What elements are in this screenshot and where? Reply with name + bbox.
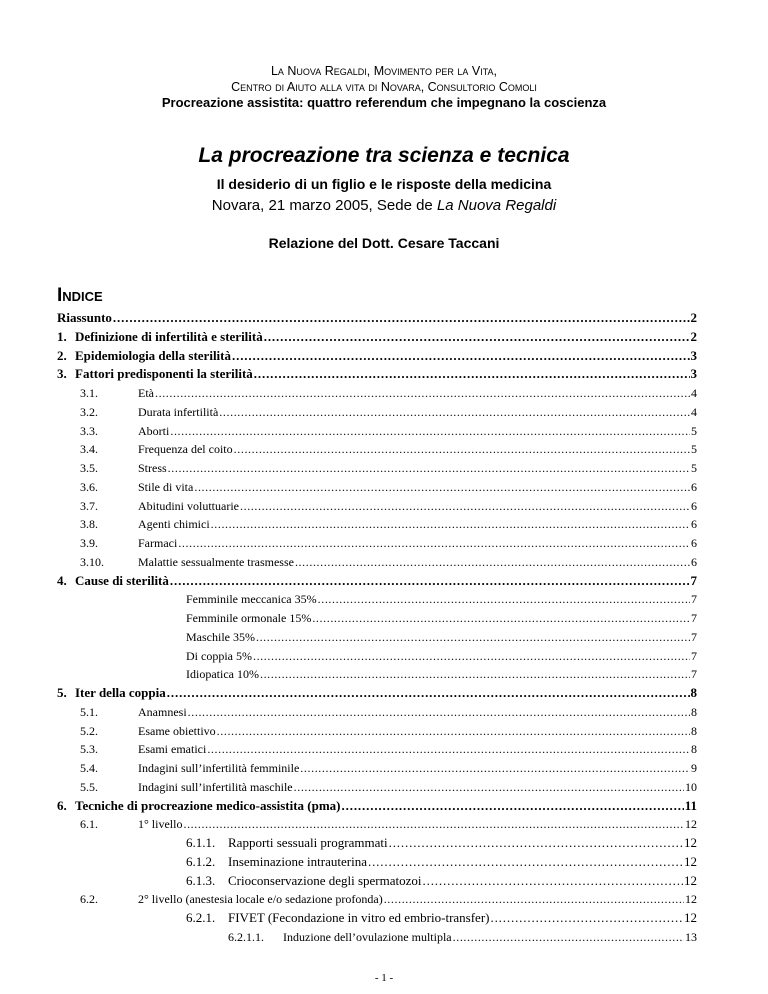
toc-leader-dots [170,572,690,590]
toc-entry[interactable] [228,928,697,946]
toc-leader-dots [318,590,690,608]
toc-entry-label: Inseminazione intrauterina [228,853,367,869]
toc-entry-label: Epidemiologia della sterilità [75,347,231,363]
toc-entry-label: Fattori predisponenti la sterilità [75,366,253,382]
toc-leader-dots [183,815,684,833]
toc-entry-label: Esame obiettivo [138,723,216,738]
toc-entry[interactable] [57,328,697,346]
toc-entry-page: 12 [684,910,697,925]
toc-entry-label: Durata infertilità [138,404,219,419]
toc-leader-dots [490,909,683,927]
toc-entry[interactable] [186,909,697,927]
toc-entry-label: FIVET (Fecondazione in vitro ed embrio-transfer) [228,910,490,925]
toc-entry[interactable] [57,347,697,365]
toc-entry[interactable] [80,515,697,533]
toc-entry-number: 3.8. [80,517,98,532]
toc-entry[interactable] [80,478,697,496]
toc-entry-label: Idiopatica 10% [186,667,259,682]
toc-entry-number: 6.2.1.1. [228,929,264,944]
toc-entry[interactable] [57,309,697,327]
event-line [0,95,768,111]
toc-entry-label: Femminile meccanica 35% [186,592,317,607]
toc-entry-page: 8 [691,704,697,719]
toc-entry-number: 5. [57,685,67,700]
toc-entry[interactable] [80,740,697,758]
toc-entry-label: Cause di sterilità [75,572,169,588]
toc-entry[interactable] [80,759,697,777]
toc-entry-page: 8 [691,723,697,738]
toc-entry-page: 6 [691,479,697,494]
toc-entry[interactable] [186,853,697,871]
toc-entry-page: 4 [691,404,697,419]
toc-entry-number: 6. [57,797,67,813]
toc-leader-dots [155,384,690,402]
toc-entry-page: 7 [691,648,697,663]
toc-entry-label: Stress [138,461,167,475]
toc-entry[interactable] [57,797,697,815]
toc-entry-page: 2 [690,328,697,344]
toc-entry-page: 7 [691,667,697,682]
toc-entry[interactable] [186,647,697,665]
toc-entry-page: 5 [691,423,697,438]
org-line-2-text: Centro di Aiuto alla vita di Novara, Consultorio Comoli [231,80,537,94]
toc-entry-label: Induzione dell’ovulazione multipla [283,929,452,944]
toc-entry[interactable] [80,422,697,440]
toc-entry-page: 7 [690,572,697,588]
toc-entry-number: 1. [57,328,67,344]
toc-entry[interactable] [80,890,697,908]
toc-leader-dots [217,722,690,740]
toc-entry-label: Frequenza del coito [138,442,233,457]
toc-entry-label: Tecniche di procreazione medico-assistita (pma) [75,797,341,813]
toc-entry-page: 12 [685,817,697,832]
toc-entry-number: 3.5. [80,461,98,475]
toc-leader-dots [219,403,690,421]
toc-leader-dots [188,703,690,721]
toc-leader-dots [253,647,690,665]
toc-leader-dots [312,609,690,627]
speaker-line: Relazione del Dott. Cesare Taccani [268,235,500,251]
toc-entry[interactable] [80,703,697,721]
index-heading-text: Indice [57,285,103,306]
toc-leader-dots [453,928,684,946]
toc-entry-page: 7 [691,611,697,625]
toc-entry[interactable] [80,384,697,402]
toc-leader-dots [207,740,690,758]
toc-entry-number: 3.1. [80,386,98,400]
toc-entry-page: 5 [691,461,697,475]
toc-entry[interactable] [186,590,697,608]
toc-entry[interactable] [80,497,697,515]
toc-entry-label: Agenti chimici [138,517,210,532]
toc-leader-dots [113,309,690,327]
toc-entry-label: Femminile ormonale 15% [186,611,312,625]
document-subtitle: Il desiderio di un figlio e le risposte della medicina [216,176,552,192]
toc-entry-label: Farmaci [138,536,178,550]
toc-leader-dots [194,478,690,496]
toc-entry[interactable] [186,609,697,627]
org-line-1 [0,63,768,79]
toc-entry-page: 3 [690,347,697,363]
toc-entry-number: 3.3. [80,423,98,438]
toc-entry-page: 10 [685,779,697,794]
toc-leader-dots [254,365,690,383]
toc-entry[interactable] [186,834,697,852]
toc-entry[interactable] [80,553,697,571]
toc-entry[interactable] [57,572,697,590]
toc-leader-dots [260,665,690,683]
toc-leader-dots [256,628,690,646]
toc-entry-page: 7 [691,629,697,644]
toc-entry-label: Abitudini voluttuarie [138,498,239,513]
toc-entry-page: 7 [691,592,697,607]
toc-entry[interactable] [57,365,697,383]
toc-leader-dots [300,759,690,777]
place-date-text: Novara, 21 marzo 2005, Sede de [211,197,437,214]
toc-leader-dots [389,834,683,852]
toc-entry-page: 6 [691,536,697,550]
toc-entry-page: 6 [691,554,697,569]
toc-entry-number: 3.2. [80,404,98,419]
page-number: - 1 - [374,972,394,984]
toc-entry-page: 12 [684,872,697,888]
toc-entry-page: 12 [684,853,697,869]
toc-entry-page: 11 [684,797,697,813]
toc-entry-page: 6 [691,498,697,513]
toc-entry[interactable] [80,815,697,833]
toc-entry[interactable] [186,628,697,646]
toc-entry-page: 5 [691,442,697,457]
toc-leader-dots [234,440,690,458]
toc-entry[interactable] [186,872,697,890]
toc-leader-dots [423,872,684,890]
toc-entry-label: Maschile 35% [186,629,255,644]
toc-entry-number: 6.1.2. [186,853,216,869]
toc-entry-label: 1° livello [138,817,183,832]
toc-leader-dots [178,534,690,552]
table-of-contents [0,309,768,944]
document-title: La procreazione tra scienza e tecnica [198,144,570,167]
org-line-1-text: La Nuova Regaldi, Movimento per la Vita, [270,64,498,78]
toc-entry-page: 2 [690,310,697,325]
toc-leader-dots [232,347,690,365]
toc-entry-number: 3. [57,366,67,382]
toc-entry-number: 3.6. [80,479,98,494]
index-heading [57,285,103,307]
toc-entry[interactable] [80,778,697,796]
toc-leader-dots [384,890,684,908]
place-venue: La Nuova Regaldi [436,197,557,214]
toc-leader-dots [294,778,684,796]
toc-entry-number: 6.1.3. [186,872,216,888]
toc-entry[interactable] [57,684,697,702]
toc-entry-label: Età [138,386,154,400]
toc-entry-label: Definizione di infertilità e sterilità [75,328,263,344]
toc-leader-dots [170,422,690,440]
toc-leader-dots [264,328,690,346]
toc-entry-page: 6 [691,517,697,532]
toc-entry[interactable] [80,722,697,740]
toc-entry-number: 5.1. [80,704,98,719]
toc-entry[interactable] [80,459,697,477]
toc-entry-label: Iter della coppia [75,685,166,700]
toc-entry-page: 4 [691,386,697,400]
toc-entry[interactable] [80,403,697,421]
toc-entry-number: 5.2. [80,723,98,738]
toc-leader-dots [168,459,690,477]
toc-entry-number: 5.5. [80,779,98,794]
toc-entry-label: Anamnesi [138,704,187,719]
toc-entry-label: Indagini sull’infertilità maschile [138,779,293,794]
toc-entry-number: 3.4. [80,442,98,457]
toc-entry-label: Esami ematici [138,742,207,757]
toc-entry-page: 8 [691,742,697,757]
toc-entry-number: 3.10. [80,554,104,569]
toc-entry-number: 6.2. [80,892,98,907]
toc-entry-number: 3.9. [80,536,98,550]
toc-entry[interactable] [186,665,697,683]
toc-entry-page: 8 [690,685,697,700]
toc-entry-number: 5.3. [80,742,98,757]
toc-entry-number: 4. [57,572,67,588]
toc-entry-label: Aborti [138,423,170,438]
toc-entry-page: 13 [685,929,697,944]
toc-leader-dots [342,797,684,815]
toc-entry-page: 3 [690,366,697,382]
toc-entry-page: 12 [684,835,697,850]
toc-entry-number: 6.1.1. [186,835,216,850]
toc-entry-label: Stile di vita [138,479,194,494]
place-date [0,197,768,215]
toc-leader-dots [211,515,690,533]
toc-entry-number: 2. [57,347,67,363]
toc-entry-label: Rapporti sessuali programmati [228,835,388,850]
toc-entry-label: Malattie sessualmente trasmesse [138,554,294,569]
toc-leader-dots [240,497,690,515]
toc-entry-number: 6.2.1. [186,910,216,925]
toc-leader-dots [368,853,683,871]
toc-leader-dots [295,553,690,571]
toc-entry-label: Di coppia 5% [186,648,252,663]
toc-entry-label: Riassunto [57,310,112,325]
toc-entry-label: Crioconservazione degli spermatozoi [228,872,422,888]
toc-entry-number: 5.4. [80,761,98,775]
toc-entry-number: 3.7. [80,498,98,513]
event-line-text: Procreazione assistita: quattro referendum che impegnano la coscienza [161,95,607,110]
toc-entry-page: 12 [685,892,697,907]
toc-leader-dots [167,684,690,702]
toc-entry-number: 6.1. [80,817,98,832]
toc-entry-label: Indagini sull’infertilità femminile [138,761,300,775]
toc-entry-page: 9 [691,761,697,775]
toc-entry-label: 2° livello (anestesia locale e/o sedazione profonda) [138,892,383,907]
org-line-2 [0,79,768,95]
toc-entry[interactable] [80,534,697,552]
toc-entry[interactable] [80,440,697,458]
